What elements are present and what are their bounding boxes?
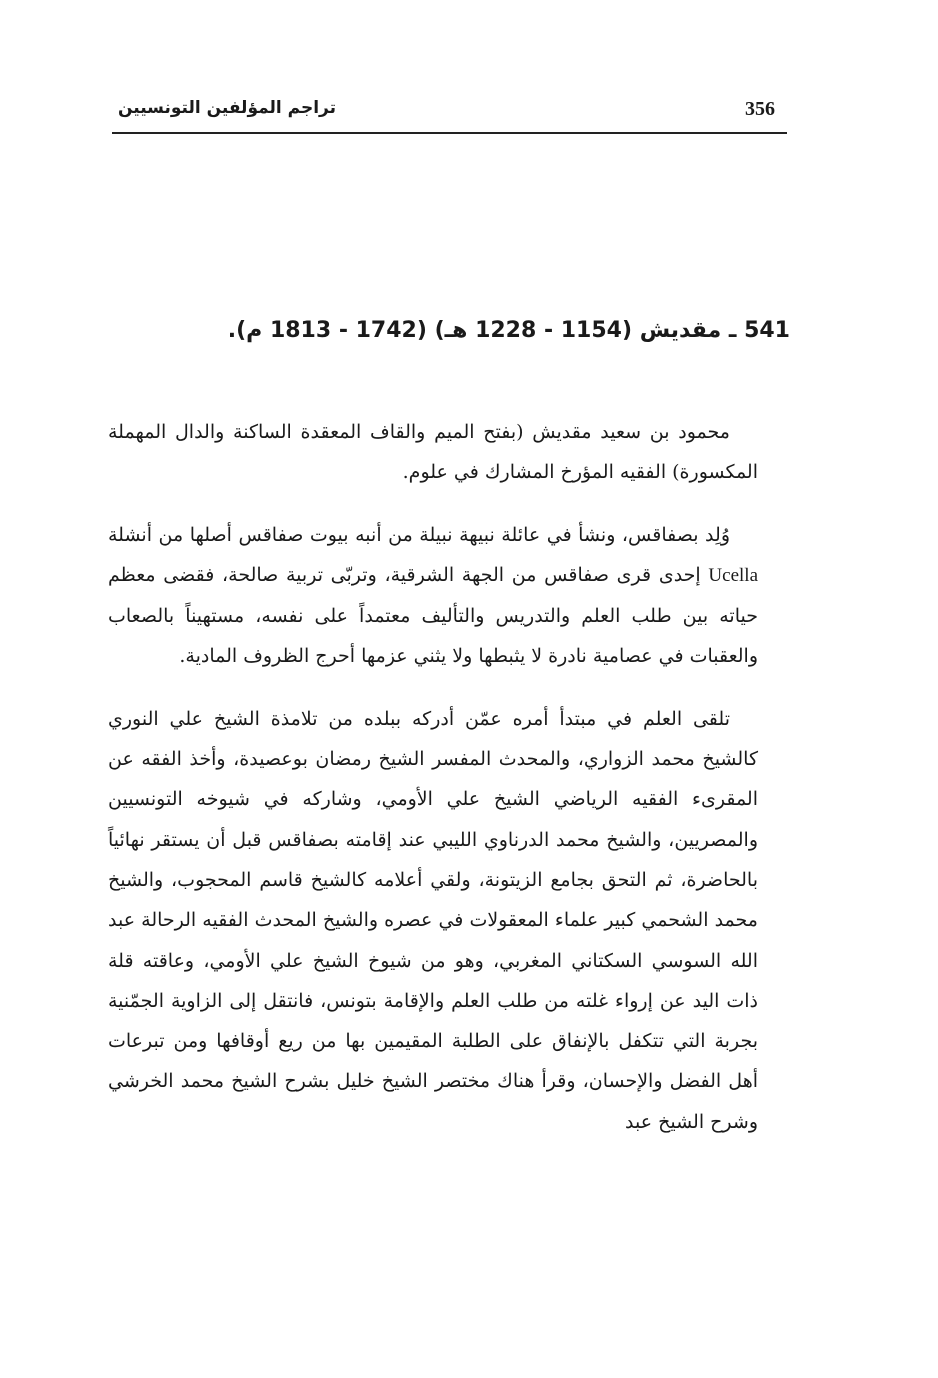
paragraph-2-text-start: وُلِد بصفاقس، ونشأ في عائلة نبيهة نبيلة من أنبه بيوت صفاقس أصلها من أنشلة [108, 523, 730, 546]
body-text [108, 412, 758, 1164]
entry-heading: 541 ـ مقديش (1154 - 1228 هـ) (1742 - 1813 م). [227, 318, 790, 343]
running-header [112, 92, 787, 134]
paragraph-1-text: محمود بن سعيد مقديش (بفتح الميم والقاف المعقدة الساكنة والدال المهملة المكسورة) الفقيه المؤرخ المشارك في علوم. [108, 421, 758, 484]
running-title: تراجم المؤلفين التونسيين [118, 98, 336, 118]
paragraph-1 [108, 412, 758, 493]
paragraph-2 [108, 515, 758, 677]
paragraph-3-text: تلقى العلم في مبتدأ أمره عمّن أدركه ببلده من تلامذة الشيخ علي النوري كالشيخ محمد الزواري، والمحدث المفسر الشيخ رمضان بوعصيدة، وأخذ الفقه عن المقرىء الفقيه الرياضي الشيخ علي الأومي، وشاركه في شيوخه التونسيين والمصريين، والشيخ محمد الدرناوي الليبي عند إقامته بصفاقس قبل أن يستقر نهائياً بالحاضرة، ثم التحق بجامع الزيتونة، ولقي أعلامه كالشيخ قاسم المحجوب، والشيخ محمد الشحمي كبير علماء المعقولات في عصره والشيخ المحدث الفقيه الرحالة عبد الله السوسي السكتاني المغربي، وهو من شيوخ الشيخ علي الأومي، وعاقته قلة ذات اليد عن إرواء غلته من طلب العلم والإقامة بتونس، فانتقل إلى الزاوية الجمّنية بجربة التي تتكفل بالإنفاق على الطلبة المقيمين بها من ريع أوقافها ومن تبرعات أهل الفضل والإحسان، وقرأ هناك مختصر الشيخ خليل بشرح الشيخ محمد الخرشي وشرح الشيخ عبد [108, 707, 758, 1133]
latin-term: Ucella [708, 564, 758, 586]
paragraph-3 [108, 699, 758, 1142]
paragraph-2-text-end: إحدى قرى صفاقس من الجهة الشرقية، وتربّى تربية صالحة، فقضى معظم حياته بين طلب العلم والتدريس والتأليف معتمداً على نفسه، مستهيناً بالصعاب والعقبات في عصامية نادرة لا يثبطها ولا يثني عزمها أحرج الظروف المادية. [108, 563, 758, 668]
page-number: 356 [745, 98, 775, 120]
